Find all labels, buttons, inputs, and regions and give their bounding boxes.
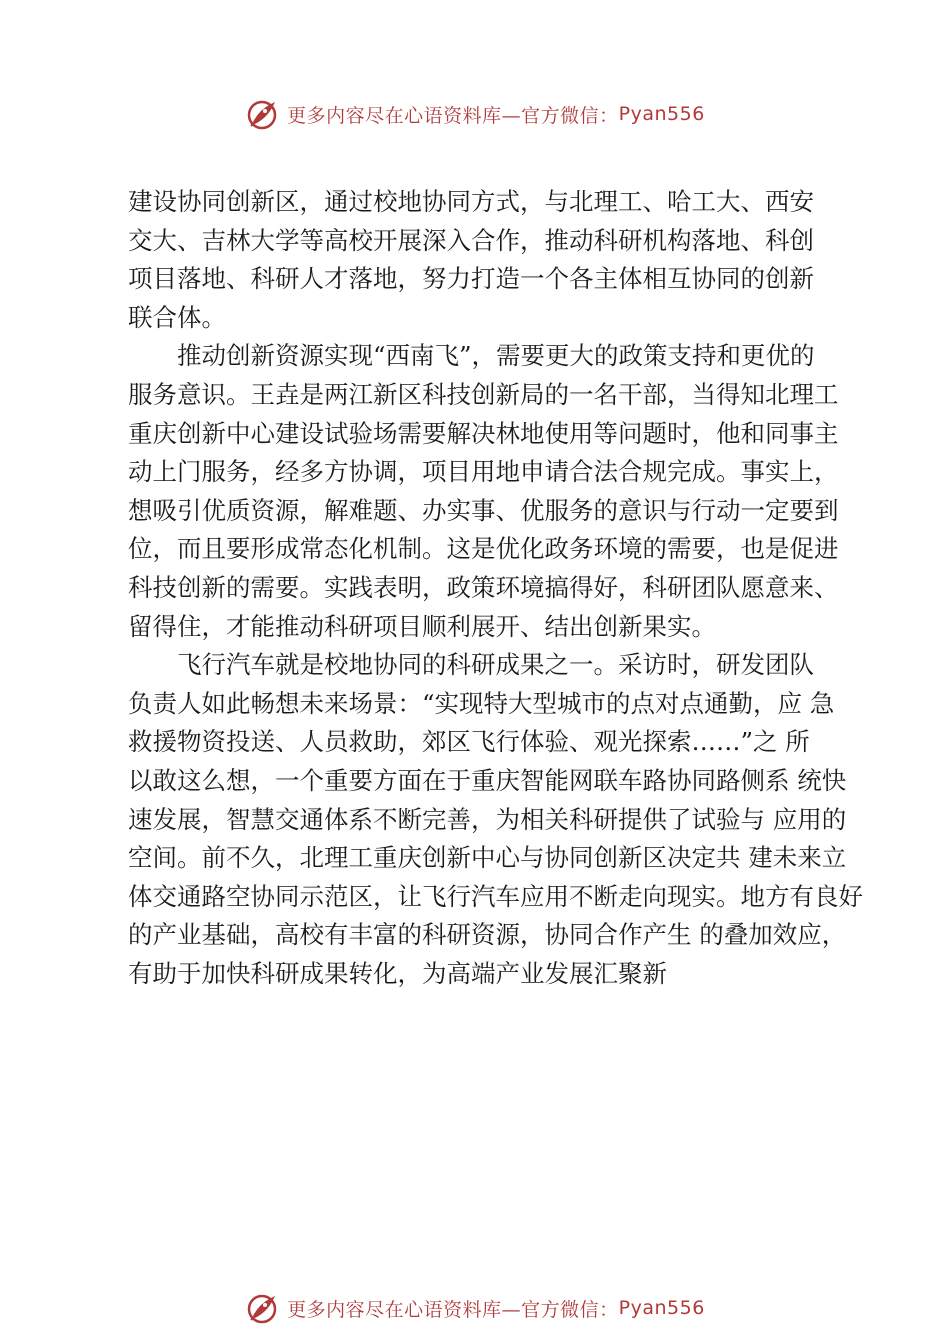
text-line: 以敢这么想，一个重要方面在于重庆智能网联车路协同路侧系 统快: [128, 765, 847, 795]
text-line: 空间。前不久，北理工重庆创新中心与协同创新区决定共 建未来立: [128, 843, 847, 873]
pen-nib-logo-icon: [245, 96, 281, 132]
text-line: 想吸引优质资源，解难题、办实事、优服务的意识与行动一定要到: [128, 495, 839, 525]
text-line: 联合体。: [128, 302, 226, 332]
footer-banner: [0, 1288, 950, 1328]
text-line: 推动创新资源实现“西南飞”，需要更大的政策支持和更优的: [128, 341, 815, 371]
text-line: 位，而且要形成常态化机制。这是优化政务环境的需要，也是促进: [128, 534, 839, 564]
banner-wechat-id: Pyan556: [618, 103, 705, 125]
banner-text: 更多内容尽在心语资料库—官方微信：: [287, 1298, 619, 1321]
text-line: 体交通路空协同示范区，让飞行汽车应用不断走向现实。地方有良好: [128, 881, 863, 911]
text-line: 重庆创新中心建设试验场需要解决林地使用等问题时，他和同事主: [128, 418, 839, 448]
text-line: 救援物资投送、人员救助，郊区飞行体验、观光探索……”之 所: [128, 727, 810, 757]
header-banner: [0, 94, 950, 134]
banner-text: 更多内容尽在心语资料库—官方微信：: [287, 104, 619, 127]
text-line: 速发展，智慧交通体系不断完善，为相关科研提供了试验与 应用的: [128, 804, 847, 834]
text-line: 负责人如此畅想未来场景：“实现特大型城市的点对点通勤，应 急: [128, 688, 835, 718]
text-line: 有助于加快科研成果转化，为高端产业发展汇聚新: [128, 958, 667, 988]
article-body: [128, 183, 868, 993]
text-line: 建设协同创新区，通过校地协同方式，与北理工、哈工大、西安: [128, 187, 814, 216]
text-line: 的产业基础，高校有丰富的科研资源，协同合作产生 的叠加效应，: [128, 920, 847, 950]
text-line: 服务意识。王垚是两江新区科技创新局的一名干部，当得知北理工: [128, 379, 839, 409]
text-line: 项目落地、科研人才落地，努力打造一个各主体相互协同的创新: [128, 264, 814, 294]
text-line: 交大、吉林大学等高校开展深入合作，推动科研机构落地、科创: [128, 225, 814, 255]
text-line: 科技创新的需要。实践表明，政策环境搞得好，科研团队愿意来、: [128, 572, 839, 602]
text-line: 动上门服务，经多方协调，项目用地申请合法合规完成。事实上，: [128, 457, 839, 487]
banner-wechat-id: Pyan556: [618, 1297, 705, 1319]
text-line: 飞行汽车就是校地协同的科研成果之一。采访时，研发团队: [128, 650, 814, 680]
text-line: 留得住，才能推动科研项目顺利展开、结出创新果实。: [128, 611, 716, 641]
pen-nib-logo-icon: [245, 1290, 281, 1326]
